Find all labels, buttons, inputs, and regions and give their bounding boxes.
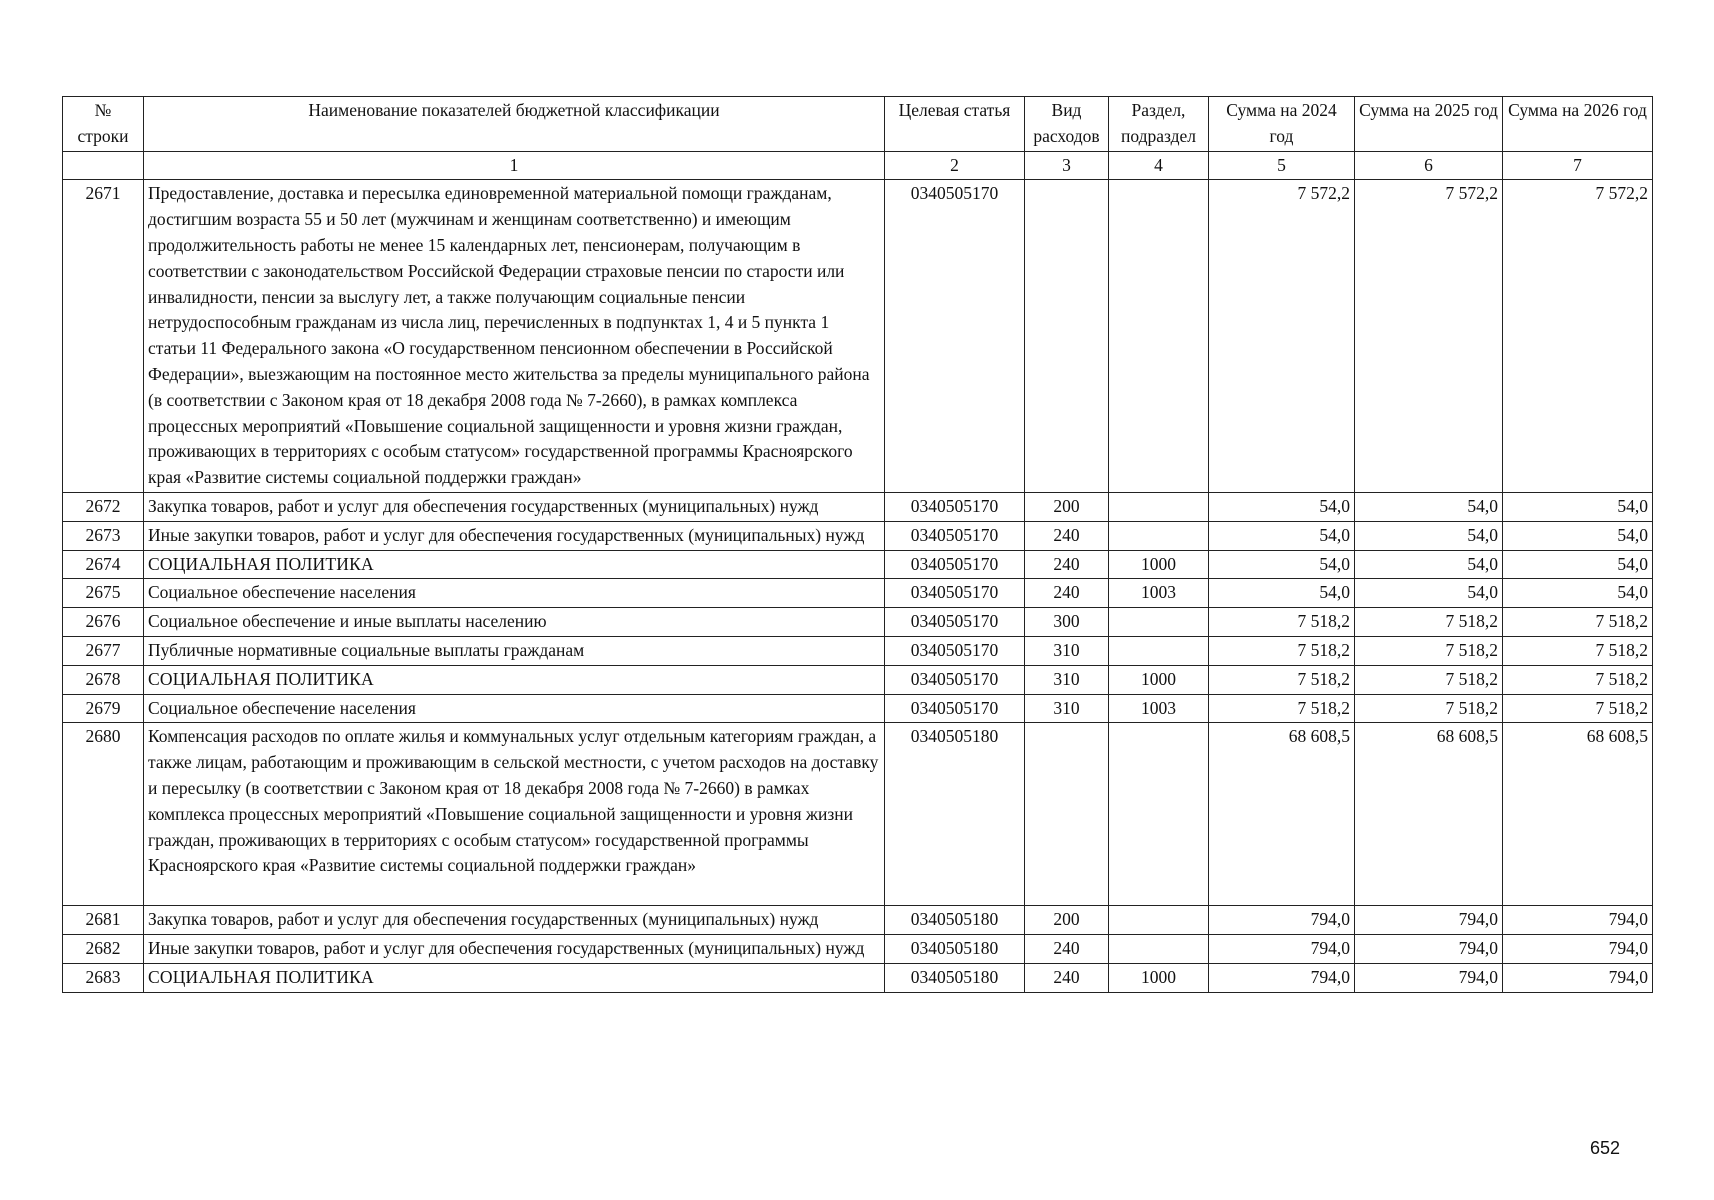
expense-type: 240 xyxy=(1025,934,1109,963)
sum-2026: 794,0 xyxy=(1503,934,1653,963)
numbering-cell: 3 xyxy=(1025,151,1109,180)
row-name: СОЦИАЛЬНАЯ ПОЛИТИКА xyxy=(144,963,885,992)
sum-2026: 7 572,2 xyxy=(1503,180,1653,493)
expense-type: 300 xyxy=(1025,608,1109,637)
section-code xyxy=(1109,608,1209,637)
sum-2026: 7 518,2 xyxy=(1503,665,1653,694)
expense-type: 240 xyxy=(1025,963,1109,992)
row-name: Иные закупки товаров, работ и услуг для обеспечения государственных (муниципальных) нужд xyxy=(144,521,885,550)
section-code: 1000 xyxy=(1109,963,1209,992)
sum-2026: 54,0 xyxy=(1503,492,1653,521)
sum-2024: 68 608,5 xyxy=(1209,723,1355,906)
header-target-article: Целевая статья xyxy=(885,97,1025,152)
sum-2026: 54,0 xyxy=(1503,550,1653,579)
budget-table xyxy=(62,96,1653,993)
target-article: 0340505170 xyxy=(885,636,1025,665)
target-article: 0340505170 xyxy=(885,492,1025,521)
target-article: 0340505180 xyxy=(885,906,1025,935)
row-number: 2682 xyxy=(63,934,144,963)
sum-2024: 54,0 xyxy=(1209,492,1355,521)
sum-2024: 7 518,2 xyxy=(1209,694,1355,723)
numbering-cell: 1 xyxy=(144,151,885,180)
table-body xyxy=(63,180,1653,992)
row-name: Компенсация расходов по оплате жилья и коммунальных услуг отдельным категориям граждан, а также лицам, работающим и проживающим в сельской местности, с учетом расходов на доставку и пересылку (в соответствии с Законом края от 18 декабря 2008 года № 7-2660) в рамках комплекса процессных мероприятий «Повышение социальной защищенности и уровня жизни граждан, проживающих в территориях с особым статусом» государственной программы Красноярского края «Развитие системы социальной поддержки граждан» xyxy=(144,723,885,906)
page-number: 652 xyxy=(1590,1138,1621,1158)
sum-2025: 54,0 xyxy=(1355,579,1503,608)
table-row xyxy=(63,550,1653,579)
expense-type: 310 xyxy=(1025,694,1109,723)
expense-type: 200 xyxy=(1025,906,1109,935)
header-expense-type: Вид расходов xyxy=(1025,97,1109,152)
header-sum-2024: Сумма на 2024 год xyxy=(1209,97,1355,152)
target-article: 0340505170 xyxy=(885,579,1025,608)
row-number: 2679 xyxy=(63,694,144,723)
expense-type: 240 xyxy=(1025,550,1109,579)
sum-2026: 7 518,2 xyxy=(1503,608,1653,637)
row-number: 2683 xyxy=(63,963,144,992)
section-code: 1003 xyxy=(1109,694,1209,723)
table-row xyxy=(63,694,1653,723)
sum-2025: 54,0 xyxy=(1355,492,1503,521)
target-article: 0340505170 xyxy=(885,694,1025,723)
table-row xyxy=(63,521,1653,550)
sum-2024: 794,0 xyxy=(1209,934,1355,963)
target-article: 0340505180 xyxy=(885,723,1025,906)
table-row xyxy=(63,636,1653,665)
table-row xyxy=(63,665,1653,694)
numbering-cell: 7 xyxy=(1503,151,1653,180)
numbering-cell: 5 xyxy=(1209,151,1355,180)
target-article: 0340505170 xyxy=(885,180,1025,493)
sum-2024: 7 518,2 xyxy=(1209,665,1355,694)
sum-2026: 68 608,5 xyxy=(1503,723,1653,906)
row-name: Предоставление, доставка и пересылка единовременной материальной помощи гражданам, достигшим возраста 55 и 50 лет (мужчинам и женщинам соответственно) и имеющим продолжительность работы не менее 15 календарных лет, пенсионерам, получающим в соответствии с законодательством Российской Федерации страховые пенсии по старости или инвалидности, пенсии за выслугу лет, а также получающим социальные пенсии нетрудоспособным гражданам из числа лиц, перечисленных в подпунктах 1, 4 и 5 пункта 1 статьи 11 Федерального закона «О государственном пенсионном обеспечении в Российской Федерации», выезжающим на постоянное место жительства за пределы муниципального района (в соответствии с Законом края от 18 декабря 2008 года № 7-2660), в рамках комплекса процессных мероприятий «Повышение социальной защищенности и уровня жизни граждан, проживающих в территориях с особым статусом» государственной программы Красноярского края «Развитие системы социальной поддержки граждан» xyxy=(144,180,885,493)
section-code xyxy=(1109,636,1209,665)
table-row xyxy=(63,579,1653,608)
section-code xyxy=(1109,934,1209,963)
row-name: Закупка товаров, работ и услуг для обеспечения государственных (муниципальных) нужд xyxy=(144,492,885,521)
column-numbering-row xyxy=(63,151,1653,180)
table-row xyxy=(63,608,1653,637)
row-name: Социальное обеспечение и иные выплаты населению xyxy=(144,608,885,637)
row-number: 2677 xyxy=(63,636,144,665)
target-article: 0340505170 xyxy=(885,665,1025,694)
header-section: Раздел, подраздел xyxy=(1109,97,1209,152)
section-code xyxy=(1109,906,1209,935)
sum-2025: 7 572,2 xyxy=(1355,180,1503,493)
sum-2025: 68 608,5 xyxy=(1355,723,1503,906)
row-number: 2672 xyxy=(63,492,144,521)
row-number: 2676 xyxy=(63,608,144,637)
expense-type: 310 xyxy=(1025,665,1109,694)
table-row xyxy=(63,963,1653,992)
sum-2026: 794,0 xyxy=(1503,963,1653,992)
header-row-number: № строки xyxy=(63,97,144,152)
section-code xyxy=(1109,521,1209,550)
sum-2024: 794,0 xyxy=(1209,963,1355,992)
row-name: Закупка товаров, работ и услуг для обеспечения государственных (муниципальных) нужд xyxy=(144,906,885,935)
target-article: 0340505170 xyxy=(885,521,1025,550)
numbering-cell: 6 xyxy=(1355,151,1503,180)
table-row xyxy=(63,906,1653,935)
sum-2025: 7 518,2 xyxy=(1355,665,1503,694)
expense-type xyxy=(1025,180,1109,493)
sum-2026: 7 518,2 xyxy=(1503,636,1653,665)
sum-2025: 794,0 xyxy=(1355,906,1503,935)
row-name: Социальное обеспечение населения xyxy=(144,579,885,608)
row-name: Публичные нормативные социальные выплаты гражданам xyxy=(144,636,885,665)
section-code: 1000 xyxy=(1109,550,1209,579)
sum-2025: 7 518,2 xyxy=(1355,694,1503,723)
section-code: 1003 xyxy=(1109,579,1209,608)
sum-2026: 794,0 xyxy=(1503,906,1653,935)
expense-type: 200 xyxy=(1025,492,1109,521)
header-sum-2025: Сумма на 2025 год xyxy=(1355,97,1503,152)
expense-type: 310 xyxy=(1025,636,1109,665)
sum-2024: 54,0 xyxy=(1209,521,1355,550)
target-article: 0340505170 xyxy=(885,550,1025,579)
sum-2026: 7 518,2 xyxy=(1503,694,1653,723)
sum-2024: 794,0 xyxy=(1209,906,1355,935)
target-article: 0340505170 xyxy=(885,608,1025,637)
row-number: 2681 xyxy=(63,906,144,935)
sum-2025: 794,0 xyxy=(1355,963,1503,992)
sum-2024: 54,0 xyxy=(1209,550,1355,579)
section-code: 1000 xyxy=(1109,665,1209,694)
table-header-row xyxy=(63,97,1653,152)
sum-2024: 7 518,2 xyxy=(1209,608,1355,637)
row-number: 2678 xyxy=(63,665,144,694)
row-number: 2674 xyxy=(63,550,144,579)
row-number: 2671 xyxy=(63,180,144,493)
table-row xyxy=(63,934,1653,963)
sum-2025: 7 518,2 xyxy=(1355,608,1503,637)
section-code xyxy=(1109,492,1209,521)
row-name: Социальное обеспечение населения xyxy=(144,694,885,723)
sum-2025: 7 518,2 xyxy=(1355,636,1503,665)
table-row xyxy=(63,180,1653,493)
sum-2024: 54,0 xyxy=(1209,579,1355,608)
expense-type xyxy=(1025,723,1109,906)
sum-2025: 54,0 xyxy=(1355,521,1503,550)
table-row xyxy=(63,723,1653,906)
numbering-cell: 2 xyxy=(885,151,1025,180)
numbering-blank xyxy=(63,151,144,180)
row-number: 2680 xyxy=(63,723,144,906)
sum-2025: 54,0 xyxy=(1355,550,1503,579)
sum-2026: 54,0 xyxy=(1503,579,1653,608)
target-article: 0340505180 xyxy=(885,963,1025,992)
header-name: Наименование показателей бюджетной классификации xyxy=(144,97,885,152)
sum-2024: 7 518,2 xyxy=(1209,636,1355,665)
expense-type: 240 xyxy=(1025,521,1109,550)
expense-type: 240 xyxy=(1025,579,1109,608)
sum-2026: 54,0 xyxy=(1503,521,1653,550)
row-number: 2673 xyxy=(63,521,144,550)
row-number: 2675 xyxy=(63,579,144,608)
section-code xyxy=(1109,723,1209,906)
target-article: 0340505180 xyxy=(885,934,1025,963)
header-sum-2026: Сумма на 2026 год xyxy=(1503,97,1653,152)
sum-2025: 794,0 xyxy=(1355,934,1503,963)
row-name: СОЦИАЛЬНАЯ ПОЛИТИКА xyxy=(144,665,885,694)
table-row xyxy=(63,492,1653,521)
section-code xyxy=(1109,180,1209,493)
sum-2024: 7 572,2 xyxy=(1209,180,1355,493)
row-name: Иные закупки товаров, работ и услуг для обеспечения государственных (муниципальных) нужд xyxy=(144,934,885,963)
numbering-cell: 4 xyxy=(1109,151,1209,180)
row-name: СОЦИАЛЬНАЯ ПОЛИТИКА xyxy=(144,550,885,579)
